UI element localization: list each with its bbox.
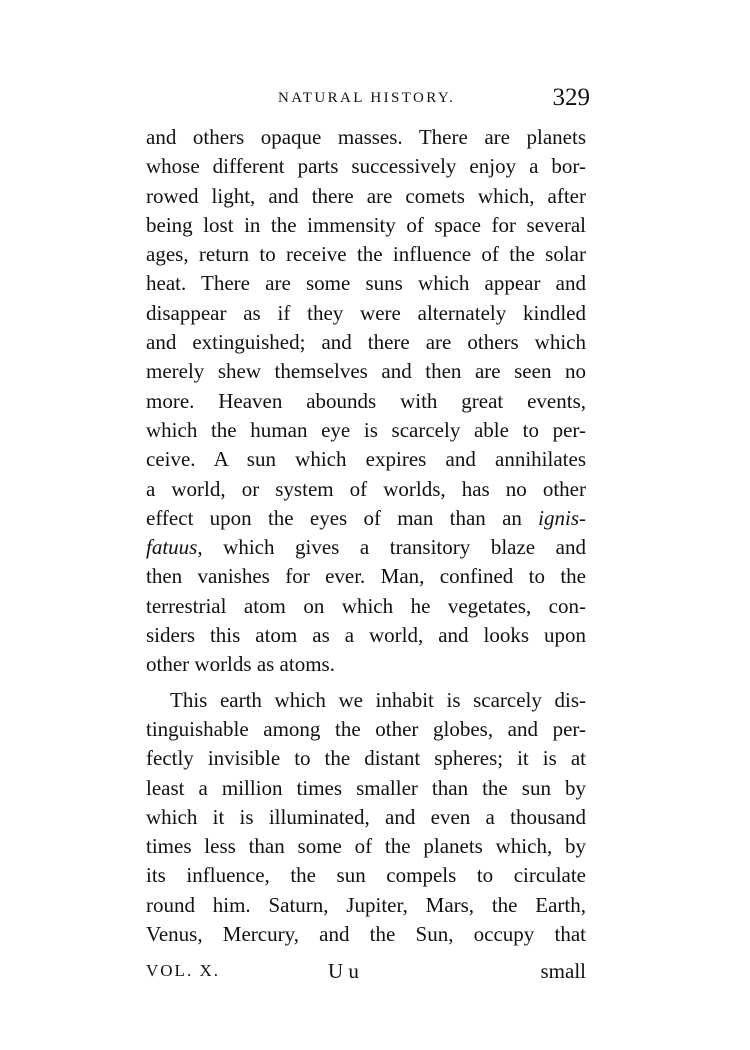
text-line: merely shew themselves and then are seen no <box>146 359 586 384</box>
text-line: which the human eye is scarcely able to per- <box>146 417 586 442</box>
text-line: other worlds as atoms. <box>146 652 335 677</box>
catchword: small <box>540 959 586 983</box>
page-footer <box>146 956 586 986</box>
text-line: a world, or system of worlds, has no other <box>146 476 586 501</box>
text-line: least a million times smaller than the sun by <box>146 775 586 800</box>
text-line: more. Heaven abounds with great events, <box>146 388 586 413</box>
text-line: ages, return to receive the influence of the solar <box>146 242 586 267</box>
text-line: This earth which we inhabit is scarcely dis- <box>170 687 586 712</box>
text-line: ceive. A sun which expires and annihilates <box>146 447 586 472</box>
text-line: fectly invisible to the distant spheres; it is at <box>146 746 586 771</box>
text-line: effect upon the eyes of man than an ignis- <box>146 505 586 530</box>
text-line: heat. There are some suns which appear and <box>146 271 586 296</box>
text-line: and extinguished; and there are others which <box>146 330 586 355</box>
text-line: rowed light, and there are comets which, after <box>146 183 586 208</box>
text-line: being lost in the immensity of space for several <box>146 212 586 237</box>
text-line: times less than some of the planets which, by <box>146 834 586 859</box>
body-text <box>146 123 586 949</box>
text-line: fatuus, which gives a transitory blaze and <box>146 535 586 560</box>
paragraph-1 <box>146 123 586 680</box>
text-line: which it is illuminated, and even a thousand <box>146 804 586 829</box>
text-line: whose different parts successively enjoy a bor- <box>146 154 586 179</box>
running-head <box>150 84 590 116</box>
text-line: its influence, the sun compels to circulate <box>146 863 586 888</box>
paragraph-2 <box>146 686 586 950</box>
text-line: Venus, Mercury, and the Sun, occupy that <box>146 922 586 947</box>
volume-mark: VOL. X. <box>146 961 220 980</box>
page-number: 329 <box>552 84 590 111</box>
text-line: then vanishes for ever. Man, confined to the <box>146 564 586 589</box>
text-line: and others opaque masses. There are planets <box>146 125 586 149</box>
text-line: siders this atom as a world, and looks upon <box>146 623 586 648</box>
text-line: tinguishable among the other globes, and per- <box>146 716 586 741</box>
signature-mark: U u <box>328 959 359 983</box>
running-title: NATURAL HISTORY. <box>278 90 456 106</box>
text-line: round him. Saturn, Jupiter, Mars, the Earth, <box>146 892 586 917</box>
text-line: disappear as if they were alternately kindled <box>146 300 586 325</box>
text-line: terrestrial atom on which he vegetates, con- <box>146 593 586 618</box>
